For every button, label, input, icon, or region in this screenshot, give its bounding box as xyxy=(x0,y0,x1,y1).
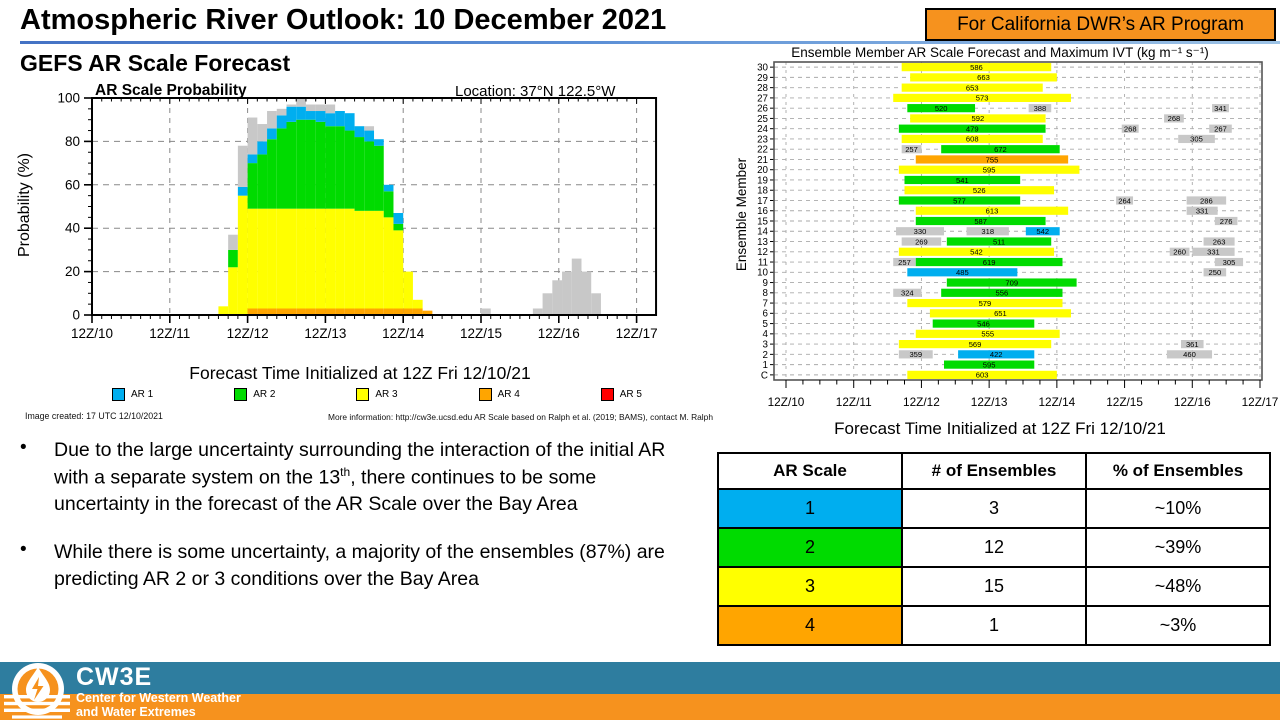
y-tick-label: 80 xyxy=(64,133,80,149)
ivt-label: 663 xyxy=(977,73,990,83)
stacked-bar-segment xyxy=(572,259,582,315)
row-label: 14 xyxy=(757,226,768,238)
row-label: 22 xyxy=(757,144,768,156)
summary-bullets xyxy=(20,437,688,614)
gefs-section-title: GEFS AR Scale Forecast xyxy=(20,50,291,76)
stacked-bar-segment xyxy=(591,293,601,315)
stacked-bar-segment xyxy=(393,224,403,231)
x-tick-label: 12Z/15 xyxy=(1106,395,1143,409)
row-label: 13 xyxy=(757,236,768,248)
ivt-label: 619 xyxy=(982,257,996,267)
x-tick-label: 12Z/12 xyxy=(903,395,940,409)
stacked-bar-segment xyxy=(335,126,345,208)
stacked-bar-segment xyxy=(413,300,423,309)
legend-swatch xyxy=(479,388,492,401)
legend-item xyxy=(601,388,642,401)
row-label: 4 xyxy=(762,329,768,341)
ivt-label: 520 xyxy=(934,103,948,113)
ivt-label: 709 xyxy=(1005,278,1019,288)
ivt-label: 555 xyxy=(981,329,995,339)
x-tick-label: 12Z/14 xyxy=(1038,395,1076,409)
row-label: 1 xyxy=(762,360,768,372)
stacked-bar-segment xyxy=(335,209,345,309)
ar-scale-cell: 2 xyxy=(718,528,902,567)
ivt-label: 341 xyxy=(1214,103,1227,113)
ivt-label: 592 xyxy=(971,114,985,124)
bullet-marker: • xyxy=(20,437,27,458)
ivt-label: 577 xyxy=(953,196,966,206)
legend-item xyxy=(479,388,520,401)
left-chart-title: AR Scale Probability xyxy=(95,82,247,99)
stacked-bar-segment xyxy=(296,209,306,309)
stacked-bar-segment xyxy=(287,122,297,209)
row-label: 23 xyxy=(757,134,768,146)
ivt-label: 479 xyxy=(965,124,979,134)
ivt-label: 546 xyxy=(977,319,990,329)
bullet-text xyxy=(54,539,688,593)
legend-label: AR 2 xyxy=(253,389,276,400)
legend-swatch xyxy=(112,388,125,401)
stacked-bar-segment xyxy=(287,107,297,122)
row-label: 12 xyxy=(757,247,768,259)
ivt-label: 257 xyxy=(905,144,918,154)
stacked-bar-segment xyxy=(306,111,316,120)
stacked-bar-segment xyxy=(228,267,238,315)
row-label: 10 xyxy=(757,267,768,279)
ivt-label: 324 xyxy=(900,288,914,298)
stacked-bar-segment xyxy=(248,163,258,209)
stacked-bar-segment xyxy=(374,211,384,309)
bullet-text-part: While there is some uncertainty, a majority of the ensembles (87%) are predicting AR 2 or 3 conditions over the Bay Area xyxy=(54,541,665,591)
row-label: 6 xyxy=(762,308,768,320)
col-header-pct-ensembles: % of Ensembles xyxy=(1086,453,1270,489)
row-label: 26 xyxy=(757,103,768,115)
legend-item xyxy=(356,388,397,401)
stacked-bar-segment xyxy=(228,235,238,250)
stacked-bar-segment xyxy=(267,111,277,128)
left-chart-xlabel: Forecast Time Initialized at 12Z Fri 12/10/21 xyxy=(189,363,531,383)
bullet-item xyxy=(20,437,688,518)
x-tick-label: 12Z/16 xyxy=(1173,395,1211,409)
stacked-bar-segment xyxy=(345,131,355,209)
stacked-bar-segment xyxy=(345,209,355,309)
stacked-bar-segment xyxy=(393,230,403,308)
stacked-bar-segment xyxy=(364,141,374,210)
legend-swatch xyxy=(234,388,247,401)
footer-subtitle-line: Center for Western Weather xyxy=(76,691,241,705)
footer-subtitle-line: and Water Extremes xyxy=(76,705,196,719)
ensemble-summary-table xyxy=(717,452,1271,646)
legend-item xyxy=(234,388,275,401)
x-tick-label: 12Z/17 xyxy=(615,326,658,341)
ivt-label: 603 xyxy=(975,370,989,380)
bullet-superscript: th xyxy=(340,464,351,479)
stacked-bar-segment xyxy=(316,122,326,209)
stacked-bar-segment xyxy=(238,187,248,196)
ivt-label: 755 xyxy=(985,155,999,165)
stacked-bar-segment xyxy=(257,154,267,208)
ivt-label: 653 xyxy=(965,83,979,93)
table-row xyxy=(718,606,1270,645)
ivt-label: 595 xyxy=(982,165,996,175)
stacked-bar-segment xyxy=(257,141,267,154)
stacked-bar-segment xyxy=(581,272,591,315)
ivt-label: 361 xyxy=(1185,339,1199,349)
stacked-bar-segment xyxy=(325,126,335,208)
stacked-bar-segment xyxy=(345,113,355,130)
row-label: 27 xyxy=(757,93,768,105)
row-label: 3 xyxy=(762,339,768,351)
right-chart-ylabel: Ensemble Member xyxy=(734,157,749,272)
stacked-bar-segment xyxy=(306,120,316,209)
stacked-bar-segment xyxy=(306,105,316,112)
ivt-label: 268 xyxy=(1167,114,1181,124)
stacked-bar-segment xyxy=(325,113,335,126)
stacked-bar-segment xyxy=(228,250,238,267)
stacked-bar-segment xyxy=(355,137,365,211)
table-row xyxy=(718,489,1270,528)
col-header-num-ensembles: # of Ensembles xyxy=(902,453,1086,489)
ensemble-member-chart xyxy=(720,40,1280,445)
ivt-label: 305 xyxy=(1222,257,1236,267)
table-row xyxy=(718,567,1270,606)
stacked-bar-segment xyxy=(374,139,384,146)
ivt-label: 359 xyxy=(909,350,923,360)
ivt-label: 526 xyxy=(972,186,986,196)
x-tick-label: 12Z/12 xyxy=(226,326,269,341)
row-label: 15 xyxy=(757,216,768,228)
stacked-bar-segment xyxy=(218,306,228,315)
stacked-bar-segment xyxy=(296,107,306,120)
row-label: 16 xyxy=(757,206,768,218)
stacked-bar-segment xyxy=(325,209,335,309)
stacked-bar-segment xyxy=(364,131,374,142)
stacked-bar-segment xyxy=(543,293,553,315)
x-tick-label: 12Z/11 xyxy=(149,326,191,341)
table-header-row xyxy=(718,453,1270,489)
ar-scale-legend xyxy=(112,388,642,401)
ensemble-pct-cell: ~39% xyxy=(1086,528,1270,567)
ar-scale-cell: 1 xyxy=(718,489,902,528)
row-label: 25 xyxy=(757,113,768,125)
bullet-text-part: Due to the large uncertainty surrounding the interaction of the initial AR with a separate system on the 13 xyxy=(54,439,666,489)
stacked-bar-segment xyxy=(384,217,394,308)
legend-swatch xyxy=(356,388,369,401)
ivt-label: 264 xyxy=(1118,196,1131,206)
ivt-label: 651 xyxy=(994,309,1007,319)
y-tick-label: 60 xyxy=(64,177,80,193)
ivt-label: 511 xyxy=(992,237,1006,247)
stacked-bar-segment xyxy=(267,139,277,208)
ivt-label: 388 xyxy=(1033,103,1047,113)
stacked-bar-segment xyxy=(238,196,248,315)
stacked-bar-segment xyxy=(238,146,248,187)
ivt-label: 286 xyxy=(1200,196,1213,206)
y-tick-label: 0 xyxy=(72,307,80,323)
ivt-label: 269 xyxy=(915,237,928,247)
ensemble-count-cell: 3 xyxy=(902,489,1086,528)
footer-blue-stripe xyxy=(0,662,1280,694)
legend-item xyxy=(112,388,153,401)
row-label: 8 xyxy=(762,288,768,300)
x-tick-label: 12Z/16 xyxy=(537,326,580,341)
stacked-bar-segment xyxy=(257,209,267,309)
row-label: 19 xyxy=(757,175,768,187)
ivt-label: 268 xyxy=(1123,124,1137,134)
logo-stripe xyxy=(12,715,62,718)
x-tick-label: 12Z/10 xyxy=(767,395,805,409)
stacked-bar-segment xyxy=(403,272,413,309)
ivt-label: 263 xyxy=(1212,237,1226,247)
ivt-label: 542 xyxy=(1036,227,1050,237)
ivt-label: 579 xyxy=(978,298,992,308)
stacked-bar-segment xyxy=(384,191,394,217)
ivt-label: 573 xyxy=(975,93,989,103)
ensemble-pct-cell: ~3% xyxy=(1086,606,1270,645)
ivt-label: 542 xyxy=(970,247,983,257)
ivt-label: 569 xyxy=(968,339,982,349)
footer-brand: CW3E xyxy=(76,663,153,691)
image-created-note: Image created: 17 UTC 12/10/2021 xyxy=(25,411,163,421)
stacked-bar-segment xyxy=(267,209,277,309)
stacked-bar-segment xyxy=(277,109,287,116)
legend-label: AR 3 xyxy=(375,389,398,400)
row-label: 5 xyxy=(762,318,768,330)
stacked-bar-segment xyxy=(316,105,326,112)
ivt-label: 541 xyxy=(956,175,969,185)
left-chart-location: Location: 37°N 122.5°W xyxy=(455,83,616,100)
stacked-bar-segment xyxy=(306,209,316,309)
bullet-item xyxy=(20,539,688,593)
cw3e-logo xyxy=(2,656,78,720)
ivt-label: 250 xyxy=(1208,268,1222,278)
ar-scale-cell: 4 xyxy=(718,606,902,645)
legend-swatch xyxy=(601,388,614,401)
stacked-bar-segment xyxy=(355,126,365,137)
row-label: 2 xyxy=(762,349,768,361)
right-chart-xlabel: Forecast Time Initialized at 12Z Fri 12/10/21 xyxy=(834,419,1166,438)
stacked-bar-segment xyxy=(277,209,287,309)
stacked-bar-segment xyxy=(277,115,287,128)
y-tick-label: 20 xyxy=(64,264,80,280)
y-tick-label: 100 xyxy=(57,90,80,106)
stacked-bar-segment xyxy=(248,209,258,309)
stacked-bar-segment xyxy=(248,118,258,155)
row-label: 9 xyxy=(762,277,768,289)
row-label: 21 xyxy=(757,154,768,166)
x-tick-label: 12Z/10 xyxy=(70,326,114,341)
ivt-label: 318 xyxy=(981,227,995,237)
more-information-note: More information: http://cw3e.ucsd.edu AR Scale based on Ralph et al. (2019; BAMS), contact M. Ralph xyxy=(328,412,713,422)
stacked-bar-segment xyxy=(296,98,306,107)
stacked-bar-segment xyxy=(267,128,277,139)
stacked-bar-segment xyxy=(257,124,267,141)
ivt-label: 587 xyxy=(974,216,988,226)
ivt-label: 608 xyxy=(965,134,979,144)
x-tick-label: 12Z/11 xyxy=(835,395,872,409)
stacked-bar-segment xyxy=(393,213,403,224)
stacked-bar-segment xyxy=(248,154,258,163)
right-chart-title: Ensemble Member AR Scale Forecast and Maximum IVT (kg m⁻¹ s⁻¹) xyxy=(791,45,1209,60)
ensemble-pct-cell: ~10% xyxy=(1086,489,1270,528)
ivt-label: 586 xyxy=(970,62,983,72)
page-title: Atmospheric River Outlook: 10 December 2021 xyxy=(20,4,667,36)
row-label: 29 xyxy=(757,72,768,84)
ensemble-count-cell: 12 xyxy=(902,528,1086,567)
x-tick-label: 12Z/14 xyxy=(382,326,425,341)
stacked-bar-segment xyxy=(296,120,306,209)
legend-label: AR 4 xyxy=(497,389,520,400)
ivt-label: 672 xyxy=(994,144,1007,154)
legend-label: AR 1 xyxy=(131,389,154,400)
ivt-label: 556 xyxy=(995,288,1009,298)
bullet-text xyxy=(54,437,688,518)
row-label: 7 xyxy=(762,298,768,310)
dwr-program-badge: For California DWR’s AR Program xyxy=(925,8,1276,41)
row-label: 28 xyxy=(757,83,768,95)
col-header-ar-scale: AR Scale xyxy=(718,453,902,489)
logo-stripe xyxy=(4,709,70,712)
row-label: 30 xyxy=(757,62,768,74)
ensemble-count-cell: 1 xyxy=(902,606,1086,645)
stacked-bar-segment xyxy=(335,111,345,126)
ensemble-pct-cell: ~48% xyxy=(1086,567,1270,606)
row-label: C xyxy=(760,370,768,382)
stacked-bar-segment xyxy=(364,211,374,309)
ivt-label: 331 xyxy=(1207,247,1220,257)
x-tick-label: 12Z/15 xyxy=(459,326,503,341)
ivt-label: 305 xyxy=(1190,134,1203,144)
legend-label: AR 5 xyxy=(619,389,642,400)
stacked-bar-segment xyxy=(325,105,335,114)
row-label: 18 xyxy=(757,185,768,197)
x-tick-label: 12Z/17 xyxy=(1241,395,1279,409)
footer-brand-subtitle xyxy=(76,691,241,719)
bullet-text-part: , there continues to be some uncertainty in the forecast of the AR Scale over the Bay Area xyxy=(54,466,597,516)
stacked-bar-segment xyxy=(316,209,326,309)
stacked-bar-segment xyxy=(552,280,562,315)
stacked-bar-segment xyxy=(316,111,326,122)
ensemble-count-cell: 15 xyxy=(902,567,1086,606)
ar-scale-cell: 3 xyxy=(718,567,902,606)
left-chart-ylabel: Probability (%) xyxy=(16,152,33,258)
stacked-bar-segment xyxy=(287,105,297,107)
ivt-label: 422 xyxy=(989,350,1003,360)
row-label: 20 xyxy=(757,165,768,177)
stacked-bar-segment xyxy=(384,185,394,192)
ivt-label: 276 xyxy=(1219,216,1233,226)
ivt-label: 613 xyxy=(985,206,999,216)
ivt-label: 260 xyxy=(1173,247,1186,257)
ivt-label: 330 xyxy=(913,227,927,237)
bullet-marker: • xyxy=(20,539,27,561)
row-label: 24 xyxy=(757,124,768,136)
stacked-bar-segment xyxy=(364,126,374,130)
ivt-label: 257 xyxy=(898,257,911,267)
row-label: 11 xyxy=(757,257,768,269)
stacked-bar-segment xyxy=(287,209,297,309)
x-tick-label: 12Z/13 xyxy=(970,395,1008,409)
x-tick-label: 12Z/13 xyxy=(304,326,347,341)
stacked-bar-segment xyxy=(562,272,572,315)
ivt-label: 595 xyxy=(982,360,996,370)
table-row xyxy=(718,528,1270,567)
ivt-label: 460 xyxy=(1183,350,1196,360)
logo-stripe xyxy=(4,702,70,705)
stacked-bar-segment xyxy=(374,146,384,211)
ivt-label: 331 xyxy=(1195,206,1209,216)
ivt-label: 485 xyxy=(956,268,969,278)
y-tick-label: 40 xyxy=(64,220,80,236)
stacked-bar-segment xyxy=(355,211,365,309)
ivt-label: 267 xyxy=(1214,124,1227,134)
row-label: 17 xyxy=(757,195,768,207)
stacked-bar-segment xyxy=(277,128,287,208)
